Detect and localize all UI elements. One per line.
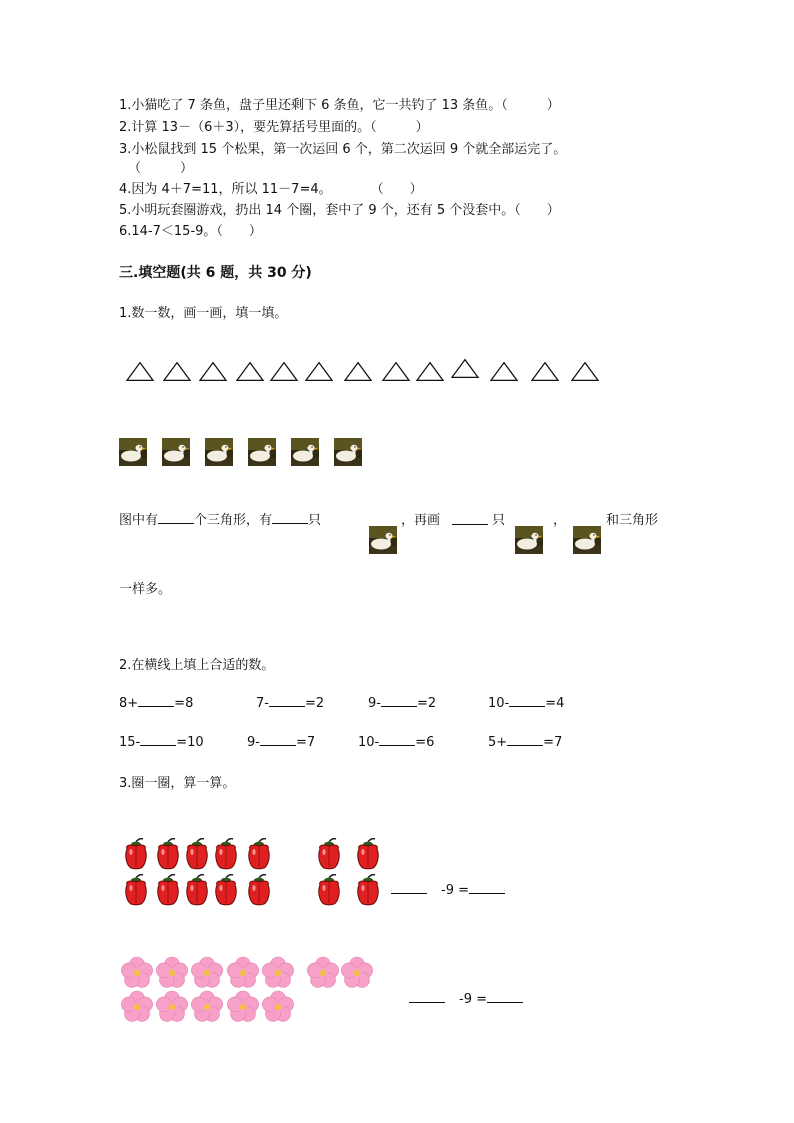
triangle-shape: [163, 361, 191, 383]
q1-seg4: ，再画: [401, 513, 441, 528]
q1-seg2: 个三角形，有: [194, 513, 273, 528]
eq-row1-4: 10- =4: [488, 696, 565, 711]
duck-image: [334, 438, 362, 466]
answer-blank[interactable]: [381, 694, 417, 707]
duck-image: [119, 438, 147, 466]
judge-item-2: 2.计算 13－（6＋3），要先算括号里面的。（ ）: [119, 120, 429, 135]
judge-item-6: 6.14-7＜15-9。（ ）: [119, 224, 262, 239]
answer-blank[interactable]: [269, 694, 305, 707]
answer-blank[interactable]: [138, 694, 174, 707]
pepper-image: [155, 874, 181, 906]
pepper-equation: -9 =: [391, 881, 505, 898]
pepper-image: [123, 838, 149, 870]
flower-image: [261, 956, 295, 990]
eq-row2-4: 5+ =7: [488, 735, 563, 750]
draw-count-blank[interactable]: [452, 512, 488, 525]
flower-image: [155, 956, 189, 990]
triangle-shape: [199, 361, 227, 383]
answer-blank[interactable]: [507, 733, 543, 746]
answer-blank[interactable]: [379, 733, 415, 746]
flower-image: [155, 990, 189, 1024]
flower-image: [120, 990, 154, 1024]
judge-item-1: 1.小猫吃了 7 条鱼，盘子里还剩下 6 条鱼，它一共钓了 13 条鱼。（ ）: [119, 98, 560, 113]
eq-row2-3: 10- =6: [358, 735, 435, 750]
judge-item-5: 5.小明玩套圈游戏，扔出 14 个圈，套中了 9 个，还有 5 个没套中。（ ）: [119, 203, 560, 218]
q1-seg7: 和三角形: [606, 513, 659, 528]
flower-image: [226, 956, 260, 990]
judge-item-3-bracket: （ ）: [128, 161, 194, 176]
duck-image-inline-2: [515, 526, 543, 554]
eq-row2-1: 15- =10: [119, 735, 204, 750]
flower-image: [340, 956, 374, 990]
q1-sentence: [119, 509, 321, 528]
pepper-image: [184, 838, 210, 870]
triangle-shape: [382, 361, 410, 383]
answer-blank[interactable]: [391, 881, 427, 894]
judge-item-3: 3.小松鼠找到 15 个松果，第一次运回 6 个，第二次运回 9 个就全部运完了。: [119, 142, 567, 157]
duck-image: [162, 438, 190, 466]
duck-image: [291, 438, 319, 466]
flower-image: [120, 956, 154, 990]
pepper-image: [246, 874, 272, 906]
pepper-image: [316, 874, 342, 906]
pepper-image: [355, 838, 381, 870]
q1-seg3: 只: [308, 513, 322, 528]
pepper-image: [213, 874, 239, 906]
triangle-shape: [451, 358, 479, 380]
q1-seg6: ，: [553, 513, 567, 528]
q3-prompt: 3.圈一圈，算一算。: [119, 776, 236, 791]
duck-image: [205, 438, 233, 466]
triangle-shape: [236, 361, 264, 383]
answer-blank[interactable]: [140, 733, 176, 746]
q1-tail: 一样多。: [119, 582, 172, 597]
section-title: 三.填空题(共 6 题，共 30 分): [119, 265, 312, 281]
flower-image: [261, 990, 295, 1024]
triangle-shape: [571, 361, 599, 383]
pepper-image: [155, 838, 181, 870]
triangle-count-blank[interactable]: [158, 511, 194, 524]
q1-prompt: 1.数一数，画一画，填一填。: [119, 306, 288, 321]
q1-seg1: 图中有: [119, 513, 159, 528]
triangle-shape: [416, 361, 444, 383]
triangle-shape: [344, 361, 372, 383]
flower-image: [190, 956, 224, 990]
eq-row1-1: 8+ =8: [119, 696, 194, 711]
eq-row1-3: 9- =2: [368, 696, 437, 711]
duck-count-blank[interactable]: [272, 511, 308, 524]
duck-image-inline-1: [369, 526, 397, 554]
answer-blank[interactable]: [260, 733, 296, 746]
triangle-shape: [531, 361, 559, 383]
q2-prompt: 2.在横线上填上合适的数。: [119, 658, 275, 673]
duck-image-inline-3: [573, 526, 601, 554]
flower-image: [226, 990, 260, 1024]
answer-blank[interactable]: [487, 990, 523, 1003]
pepper-image: [246, 838, 272, 870]
pepper-image: [355, 874, 381, 906]
eq-row2-2: 9- =7: [247, 735, 316, 750]
triangle-shape: [270, 361, 298, 383]
triangle-shape: [490, 361, 518, 383]
pepper-image: [213, 838, 239, 870]
q1-seg5: 只: [492, 513, 506, 528]
triangle-shape: [126, 361, 154, 383]
answer-blank[interactable]: [469, 881, 505, 894]
eq-row1-2: 7- =2: [256, 696, 325, 711]
pepper-image: [316, 838, 342, 870]
answer-blank[interactable]: [509, 694, 545, 707]
flower-image: [190, 990, 224, 1024]
answer-blank[interactable]: [409, 990, 445, 1003]
flower-equation: -9 =: [409, 990, 523, 1007]
pepper-image: [184, 874, 210, 906]
pepper-image: [123, 874, 149, 906]
triangle-shape: [305, 361, 333, 383]
judge-item-4: 4.因为 4＋7=11，所以 11－7=4。 （ ）: [119, 182, 423, 197]
duck-image: [248, 438, 276, 466]
flower-image: [306, 956, 340, 990]
